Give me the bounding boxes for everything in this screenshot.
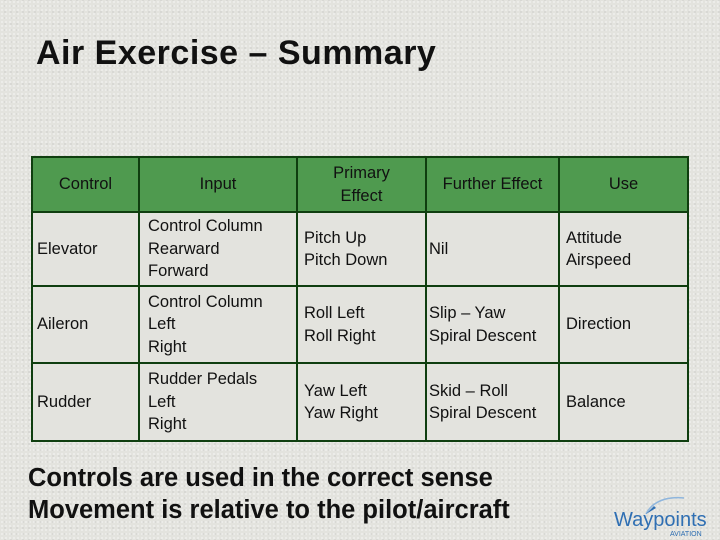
cell-text: Nil — [429, 239, 449, 258]
cell-text: Left — [148, 392, 176, 411]
cell-input — [140, 287, 296, 362]
header-use — [560, 158, 687, 211]
cell-further-effect — [427, 213, 558, 285]
cell-input — [140, 213, 296, 285]
cell-use — [560, 287, 687, 362]
cell-control — [33, 364, 138, 440]
cell-text: Direction — [566, 315, 632, 334]
cell-text: Effect — [340, 186, 383, 205]
cell-text: Right — [148, 415, 187, 434]
cell-primary-effect — [298, 364, 425, 440]
cell-text: Control — [58, 175, 113, 194]
cell-use — [560, 364, 687, 440]
cell-text: Rearward — [148, 239, 220, 258]
cell-control — [33, 213, 138, 285]
cell-text: Further Effect — [442, 175, 543, 194]
cell-use — [560, 213, 687, 285]
cell-text: Roll Right — [304, 326, 376, 345]
cell-text: Balance — [566, 392, 626, 411]
header-primary-effect — [298, 158, 425, 211]
cell-text: Skid – Roll — [429, 381, 508, 400]
header-further-effect — [427, 158, 558, 211]
cell-further-effect — [427, 364, 558, 440]
cell-text: Slip – Yaw — [429, 304, 506, 322]
cell-text: Forward — [148, 262, 209, 281]
cell-control — [33, 287, 138, 362]
cell-text: Control Column — [148, 292, 263, 311]
cell-primary-effect — [298, 287, 425, 362]
slide-title: Air Exercise – Summary — [36, 34, 437, 72]
cell-text: Yaw Left — [304, 381, 367, 400]
cell-text: Elevator — [37, 239, 98, 258]
cell-input — [140, 364, 296, 440]
cell-text: Spiral Descent — [429, 326, 537, 345]
cell-text: Pitch Up — [304, 228, 367, 247]
note-line: Movement is relative to the pilot/aircraft — [28, 496, 510, 524]
cell-text: Attitude — [566, 228, 622, 247]
cell-text: Roll Left — [304, 304, 365, 322]
cell-text: Left — [148, 315, 176, 334]
cell-text: Input — [199, 175, 237, 194]
footer-notes — [28, 462, 510, 526]
cell-text: Airspeed — [566, 251, 632, 269]
logo-subtext: AVIATION — [670, 531, 702, 538]
summary-table — [31, 156, 689, 442]
header-input — [140, 158, 296, 211]
cell-text: Yaw Right — [304, 404, 378, 422]
cell-text: Use — [608, 175, 639, 194]
logo-text: Waypoints — [614, 509, 707, 531]
note-line: Controls are used in the correct sense — [28, 464, 493, 492]
cell-text: Spiral Descent — [429, 404, 537, 422]
header-control — [33, 158, 138, 211]
cell-text: Aileron — [37, 315, 89, 334]
cell-primary-effect — [298, 213, 425, 285]
cell-text: Rudder — [37, 392, 92, 411]
cell-text: Control Column — [148, 217, 263, 236]
cell-text: Right — [148, 337, 187, 356]
cell-text: Primary — [333, 164, 390, 182]
waypoints-logo — [606, 494, 716, 538]
cell-further-effect — [427, 287, 558, 362]
cell-text: Rudder Pedals — [148, 370, 258, 389]
cell-text: Pitch Down — [304, 251, 388, 269]
